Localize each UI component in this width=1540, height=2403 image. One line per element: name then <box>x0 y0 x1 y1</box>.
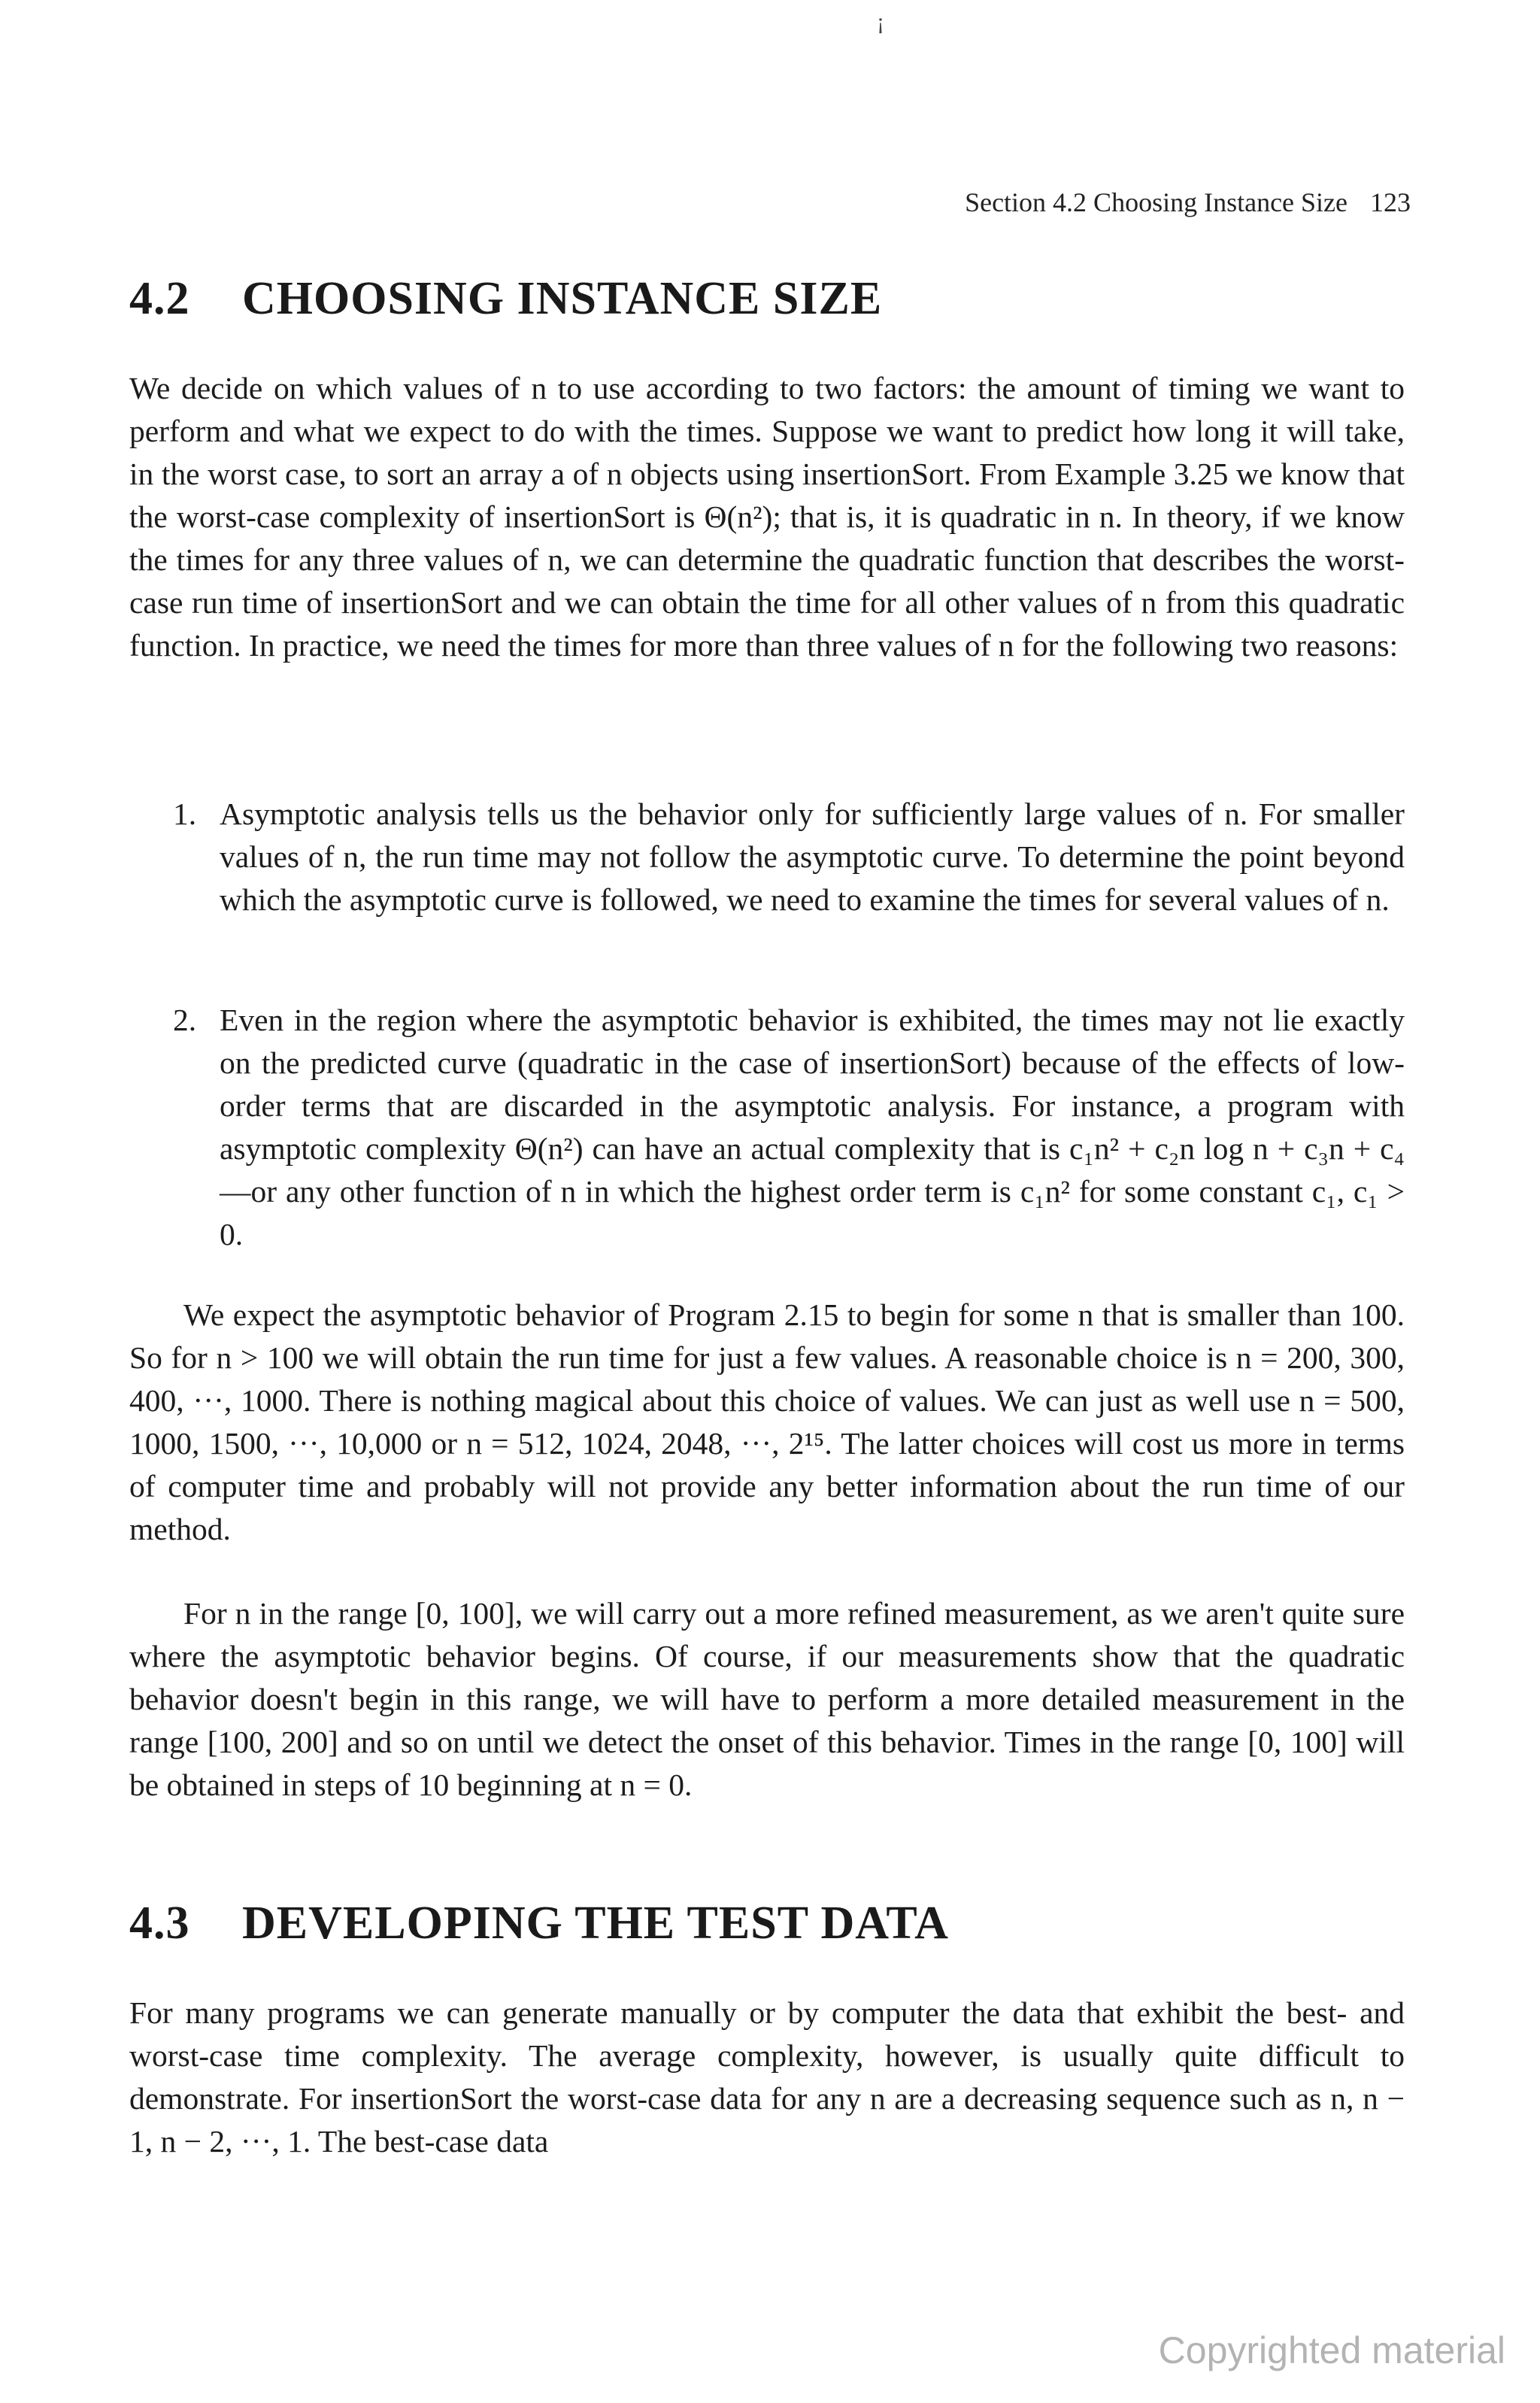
top-mark: ¡ <box>877 9 884 34</box>
body-paragraph: We expect the asymptotic behavior of Program 2.15 to begin for some n that is smaller than 100. So for n > 100 we will obtain the run time for just a few values. A reasonable choice is n = 200, 300, 400, ···, 1000. There is nothing magical about this choice of values. We can just as well use n = 500, 1000, 1500, ···, 10,000 or n = 512, 1024, 2048, ···, 2¹⁵. The latter choices will cost us more in terms of computer time and probably will not provide any better information about the run time of our method. <box>129 1297 1405 1546</box>
section-number: 4.3 <box>129 1898 190 1949</box>
page-number: 123 <box>1370 187 1411 217</box>
running-head <box>965 187 1411 218</box>
list-item <box>173 999 1405 1256</box>
section-title: CHOOSING INSTANCE SIZE <box>242 273 883 324</box>
list-marker: 2. <box>173 1003 197 1037</box>
list-item-text: Even in the region where the asymptotic behavior is exhibited, the times may not lie exactly on the predicted curve (quadratic in the case of insertionSort) because of the effects of low-order terms that are discarded in the asymptotic analysis. For instance, a program with asymptotic complexity Θ(n²) can have an actual complexity that is c₁n² + c₂n log n + c₃n + c₄—or any other function of n in which the highest order term is c₁n² for some constant c₁, c₁ > 0. <box>220 1003 1405 1252</box>
list-item-text: Asymptotic analysis tells us the behavior only for sufficiently large values of n. For smaller values of n, the run time may not follow the asymptotic curve. To determine the point beyond which the asymptotic curve is followed, we need to examine the times for several values of n. <box>220 796 1405 917</box>
running-head-title: Section 4.2 Choosing Instance Size <box>965 187 1348 217</box>
list-marker: 1. <box>173 796 197 831</box>
list-item <box>173 793 1405 921</box>
intro-paragraph: We decide on which values of n to use according to two factors: the amount of timing we want to perform and what we expect to do with the times. Suppose we want to predict how long it will take, in the worst case, to sort an array a of n objects using insertionSort. From Example 3.25 we know that the worst-case complexity of insertionSort is Θ(n²); that is, it is quadratic in n. In theory, if we know the times for any three values of n, we can determine the quadratic function that describes the worst-case run time of insertionSort and we can obtain the time for all other values of n from this quadratic function. In practice, we need the times for more than three values of n for the following two reasons: <box>129 371 1405 663</box>
section-title: DEVELOPING THE TEST DATA <box>242 1898 949 1949</box>
body-paragraph: For many programs we can generate manually or by computer the data that exhibit the best- and worst-case time complexity. The average complexity, however, is usually quite difficult to demonstrate. For insertionSort the worst-case data for any n are a decreasing sequence such as n, n − 1, n − 2, ···, 1. The best-case data <box>129 1995 1405 2159</box>
section-heading-4-3 <box>129 1897 949 1950</box>
section-heading-4-2 <box>129 272 882 326</box>
section-number: 4.2 <box>129 273 190 324</box>
body-paragraph: For n in the range [0, 100], we will carry out a more refined measurement, as we aren't quite sure where the asymptotic behavior begins. Of course, if our measurements show that the quadratic behavior doesn't begin in this range, we will have to perform a more detailed measurement in the range [100, 200] and so on until we detect the onset of this behavior. Times in the range [0, 100] will be obtained in steps of 10 beginning at n = 0. <box>129 1596 1405 1802</box>
copyright-watermark: Copyrighted material <box>1158 2329 1505 2371</box>
